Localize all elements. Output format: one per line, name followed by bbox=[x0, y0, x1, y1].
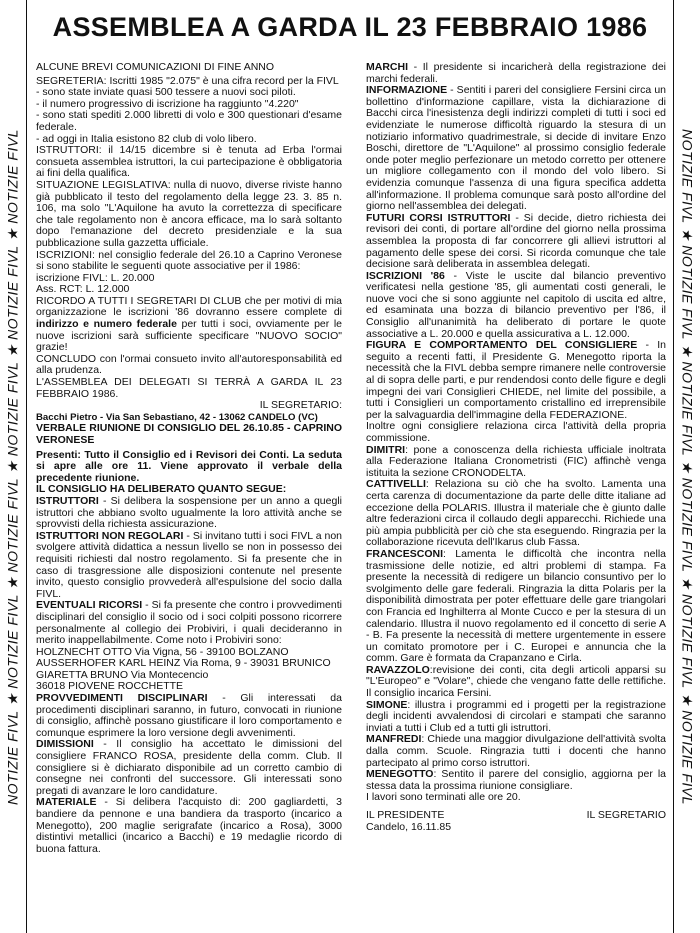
item-heading: MARCHI bbox=[366, 61, 408, 73]
right-side-banner bbox=[676, 0, 698, 933]
text: - Il consiglio ha accettato le dimissioni del consigliere FRANCO ROSA, presidente della comm. Club. Il consigliere si è dichiarato disponibile ad un corretto cambio di consegne nei confronti del successore. Gli interessati sono pregati di avanzare le loro candidature. bbox=[36, 738, 342, 797]
text: - Si invitano tutti i soci FIVL a non svolgere attività didattica a nessun livello se non in possesso dei requisiti richiesti dal nostro regolamento. Si fa presente che in caso di trasgressione alle disposizioni contenute nel presente invito, questo consiglio provvederà all'espulsione del socio dalla FIVL. bbox=[36, 529, 342, 600]
paragraph bbox=[366, 665, 666, 700]
signature-row bbox=[366, 810, 666, 822]
text: - Gli interessati da procedimenti disciplinari saranno, in futuro, convocati in riunione di consiglio, affinchè possano giustificare il loro comportamento e comunque esprimere la loro versione degli avvenimenti. bbox=[36, 692, 342, 739]
item-heading: DIMISSIONI bbox=[36, 738, 94, 751]
text: - Viste le uscite dal bilancio preventivo verificatesi nella gestione '85, gli aumentati costi generali, le nuove voci che si sono aggiunte nel capitolo di uscita ed altre, ed esaminata una bozza di bilancio preventivo per l'86, il Consiglio all'unanimità ha deliberato di portare le quote associative a L. 20.000 e quella assicurativa a L. 12.000. bbox=[366, 269, 666, 340]
paragraph bbox=[366, 62, 666, 85]
item-heading: MENEGOTTO bbox=[366, 768, 434, 781]
text: : Chiede una maggior divulgazione dell'attività svolta dalla comm. Scuole. Ringrazia tutti i docenti che hanno partecipato al primo corso istruttori. bbox=[366, 733, 666, 769]
paragraph: 36018 PIOVENE ROCCHETTE bbox=[36, 680, 184, 693]
paragraph: I lavori sono terminati alle ore 20. bbox=[366, 791, 521, 804]
paragraph bbox=[366, 271, 666, 341]
paragraph bbox=[36, 600, 342, 646]
text: - Il presidente si incaricherà della registrazione dei marchi federali. bbox=[366, 61, 666, 85]
item-heading: SIMONE bbox=[366, 698, 408, 711]
text: :revisione dei conti, cita degli articoli apparsi su "L'Europeo" e "Volare", chiede che vengano fatte delle rettifiche. Il consiglio incarica Fersini. bbox=[366, 663, 666, 700]
left-column bbox=[36, 56, 342, 855]
paragraph: - il numero progressivo di iscrizione ha raggiunto "4.220" bbox=[36, 97, 299, 110]
paragraph: - ad oggi in Italia esistono 82 club di volo libero. bbox=[36, 132, 257, 145]
signature-name: Bacchi Pietro - Via San Sebastiano, 42 - 13062 CANDELO (VC) bbox=[36, 411, 318, 423]
text: - Si fa presente che contro i provvedimenti disciplinari del consiglio il socio od i soci colpiti possono ricorrere personalmente al collegio dei Probiviri, i quali decideranno in merito inappellabilmente. Come noto i Probiviri sono: bbox=[36, 599, 342, 647]
text: : Lamenta le difficoltà che incontra nella trasmissione delle notizie, ed altri problemi di stampa. Fa presente la necessità di redigere un bilancio consuntivo per lo svolgimento delle gare federali. Ringrazia la ditta Polaris per la disponibilità dimostrata per poter effettuare delle gare triangolari con Francia ed Inghilterra al Monte Cucco e per la stesura di un calendario. Illustra il nuovo regolamento ed il concetto di serie A - B. Fa presente la necessità di mettere urgentemente in essere un comitato promotore per i C. Europei e annuncia che la comm. Gare è formata da Crapanzano e Cirla. bbox=[366, 547, 666, 665]
paragraph: Presenti: Tutto il Consiglio ed i Revisori dei Conti. La seduta si apre alle ore 11. Viene approvato il verbale della precedente riunione. bbox=[36, 448, 342, 484]
paragraph bbox=[366, 549, 666, 665]
paragraph bbox=[366, 479, 666, 549]
item-heading: DIMITRI bbox=[366, 443, 406, 456]
paragraph: - sono state inviate quasi 500 tessere a nuovi soci piloti. bbox=[36, 86, 296, 99]
signature-title: IL SEGRETARIO: bbox=[259, 399, 342, 412]
paragraph bbox=[36, 797, 342, 855]
item-heading: CATTIVELLI bbox=[366, 478, 426, 491]
paragraph: ISTRUTTORI: il 14/15 dicembre si è tenuta ad Erba l'ormai consueta assemblea istruttori, la cui partecipazione è obbligatoria ai fini della qualifica. bbox=[36, 144, 342, 180]
text: per tutti i soci, ovviamente per le nuove iscrizioni sarà sufficiente specificare "NUOVO SOCIO" grazie! bbox=[36, 318, 342, 354]
secretary-signature: IL SEGRETARIO bbox=[586, 809, 666, 821]
item-heading: PROVVEDIMENTI DISCIPLINARI bbox=[36, 692, 208, 705]
paragraph: Inoltre ogni consigliere relaziona circa l'attività della propria commissione. bbox=[366, 420, 666, 444]
side-banner-text: NOTIZIE FIVL ★ NOTIZIE FIVL ★ NOTIZIE FIVL ★ NOTIZIE FIVL ★ NOTIZIE FIVL ★ NOTIZIE FIVL bbox=[4, 128, 21, 805]
paragraph bbox=[36, 693, 342, 739]
item-heading: INFORMAZIONE bbox=[366, 84, 448, 97]
paragraph bbox=[366, 213, 666, 271]
paragraph bbox=[366, 445, 666, 480]
item-heading: ISTRUTTORI NON REGOLARI bbox=[36, 529, 184, 542]
paragraph: CONCLUDO con l'ormai consueto invito all'autoresponsabilità ed alla prudenza. bbox=[36, 352, 342, 377]
item-heading: ISCRIZIONI '86 bbox=[366, 269, 445, 282]
text: RICORDO A TUTTI I SEGRETARI DI CLUB che per motivi di mia organizzazione le iscrizioni '86 dovranno essere complete di bbox=[36, 294, 342, 319]
paragraph: iscrizione FIVL: L. 20.000 bbox=[36, 271, 155, 284]
paragraph: - sono stati spediti 2.000 libretti di volo e 300 questionari d'esame federale. bbox=[36, 109, 342, 133]
place-date: Candelo, 16.11.85 bbox=[366, 820, 452, 833]
text: - Si delibera la sospensione per un anno a quegli istruttori che abbiano svolto ugualmente la loro attività anche se sprovvisti della richiesta assicurazione. bbox=[36, 494, 342, 531]
paragraph: GIARETTA BRUNO Via Montecencio bbox=[36, 668, 209, 681]
paragraph: AUSSERHOFER KARL HEINZ Via Roma, 9 - 39031 BRUNICO bbox=[36, 657, 331, 670]
item-heading: FUTURI CORSI ISTRUTTORI bbox=[366, 211, 511, 224]
text: - Si delibera l'acquisto di: 200 gagliardetti, 3 bandiere da pennone e una bandiera da trasporto (incarico a Menegotto), 200 maglie serigrafate (incarico a Rosa), 3000 distintivi metallici (incarico a Bacchi) e 19 medaglie ricordo di buona fattura. bbox=[36, 796, 342, 855]
paragraph bbox=[36, 739, 342, 797]
paragraph: L'ASSEMBLEA DEI DELEGATI SI TERRÀ A GARDA IL 23 FEBBRAIO 1986. bbox=[36, 376, 342, 400]
paragraph: HOLZNECHT OTTO Via Vigna, 56 - 39100 BOLZANO bbox=[36, 645, 289, 658]
section-heading: VERBALE RIUNIONE DI CONSIGLIO DEL 26.10.85 - CAPRINO VERONESE bbox=[36, 422, 342, 446]
text: : Relaziona su ciò che ha svolto. Lamenta una certa carenza di documentazione da parte delle ditte italiane ad eccezione della POLARIS. Illustra il materiale che è giunto dalle altre federazioni circa il collaudo degli apparecchi. Richiede una più ampia pubblicità per ciò che sta eseguendo. Ringrazia per la collaborazione ricevuta dell'Ikarus club Fassa. bbox=[366, 478, 666, 549]
paragraph bbox=[366, 734, 666, 769]
paragraph: Ass. RCT: L. 12.000 bbox=[36, 283, 130, 296]
item-heading: FRANCESCONI bbox=[366, 547, 444, 560]
bold-text: indirizzo e numero federale bbox=[36, 318, 177, 331]
text: - In seguito a recenti fatti, il Presidente G. Menegotto riporta la necessità che la FIVL debba sempre rimanere nelle controversie al di sopra delle parti, e pur rendendosi conto delle figure e degli impegni dei vari Consiglieri CHIEDE, nel limite del possibile, a tutti i Consiglieri un comportamento cristallino ed irreprensibile per la salvaguardia dell'immagine della FEDERAZIONE. bbox=[366, 339, 666, 421]
paragraph: SEGRETERIA: Iscritti 1985 "2.075" è una cifra record per la FIVL bbox=[36, 74, 339, 87]
intro-heading: ALCUNE BREVI COMUNICAZIONI DI FINE ANNO bbox=[36, 61, 275, 73]
text: - Sentiti i pareri del consigliere Fersini circa un bollettino d'informazione capillare, vista la dichiarazione di Bacchi circa l'inesistenza degli indirizzi completi di tutti i soci ed evidenziate le numerose difficoltà riguardo la stesura di un notiziario informativo quadrimestrale, si decide di invitare Enzo Boschi, direttore de "L'Aquilone" al prossimo consiglio federale onde poter meglio perfezionare un metodo corretto per ottenere un migliore collegamento con il mondo del volo libero. Si evidenzia comunque l'assenza di una figura specifica addetta all'informazione. Il problema comunque sarà posto all'ordine del giorno nell'assemblea dei delegati. bbox=[366, 84, 666, 213]
text: : illustra i programmi ed i progetti per la registrazione degli incidenti avvalendosi di circolari e stampati che saranno inviati a tutti i Club ed a tutti gli istruttori. bbox=[366, 698, 666, 734]
text: : pone a conoscenza della richiesta ufficiale inoltrata alla Federazione Italiana Cronometristi (FIC) affinchè venga istituita la sezione CRONODELTA. bbox=[366, 443, 666, 479]
president-signature: IL PRESIDENTE bbox=[366, 809, 445, 821]
paragraph bbox=[36, 496, 342, 531]
paragraph bbox=[366, 769, 666, 792]
right-border-line bbox=[673, 0, 674, 933]
text: : Sentito il parere del consiglio, aggiorna per la stessa data la prossima riunione consigliare. bbox=[366, 768, 666, 792]
paragraph: ISCRIZIONI: nel consiglio federale del 26.10 a Caprino Veronese si sono stabilite le seguenti quote associative per il 1986: bbox=[36, 248, 342, 273]
section-heading: IL CONSIGLIO HA DELIBERATO QUANTO SEGUE: bbox=[36, 483, 287, 496]
right-column bbox=[366, 56, 666, 833]
left-border-line bbox=[26, 0, 27, 933]
page-title: ASSEMBLEA A GARDA IL 23 FEBBRAIO 1986 bbox=[52, 12, 648, 42]
paragraph bbox=[36, 296, 342, 354]
item-heading: EVENTUALI RICORSI bbox=[36, 599, 143, 612]
item-heading: MANFREDI bbox=[366, 733, 422, 746]
item-heading: RAVAZZOLO bbox=[366, 663, 430, 676]
paragraph bbox=[366, 340, 666, 421]
left-side-banner bbox=[2, 0, 24, 933]
paragraph: SITUAZIONE LEGISLATIVA: nulla di nuovo, diverse riviste hanno già pubblicato il testo del regolamento della legge 23. 3. 85 n. 106, ma solo "L'Aquilone ha avuto la correttezza di specificare che tale regolamento non è ancora efficace, ma lo sarà soltanto dopo l'emanazione del decreto presidenziale e la sua pubblicazione sulla gazzetta ufficiale. bbox=[36, 178, 342, 249]
paragraph bbox=[36, 531, 342, 601]
paragraph bbox=[366, 700, 666, 735]
paragraph bbox=[366, 85, 666, 213]
side-banner-text: NOTIZIE FIVL ★ NOTIZIE FIVL ★ NOTIZIE FIVL ★ NOTIZIE FIVL ★ NOTIZIE FIVL ★ NOTIZIE FIVL bbox=[679, 128, 696, 805]
item-heading: MATERIALE bbox=[36, 796, 97, 809]
text: - Si decide, dietro richiesta dei revisori dei conti, di portare all'ordine del giorno nella prossima assemblea la proposta di far concorrere gli allievi istruttori al pagamento delle spese dei corsi. Si ricorda comunque che tale decisione sarà deliberata in assemblea delegati. bbox=[366, 211, 666, 271]
item-heading: FIGURA E COMPORTAMENTO DEL CONSIGLIERE bbox=[366, 339, 638, 352]
item-heading: ISTRUTTORI bbox=[36, 494, 99, 507]
